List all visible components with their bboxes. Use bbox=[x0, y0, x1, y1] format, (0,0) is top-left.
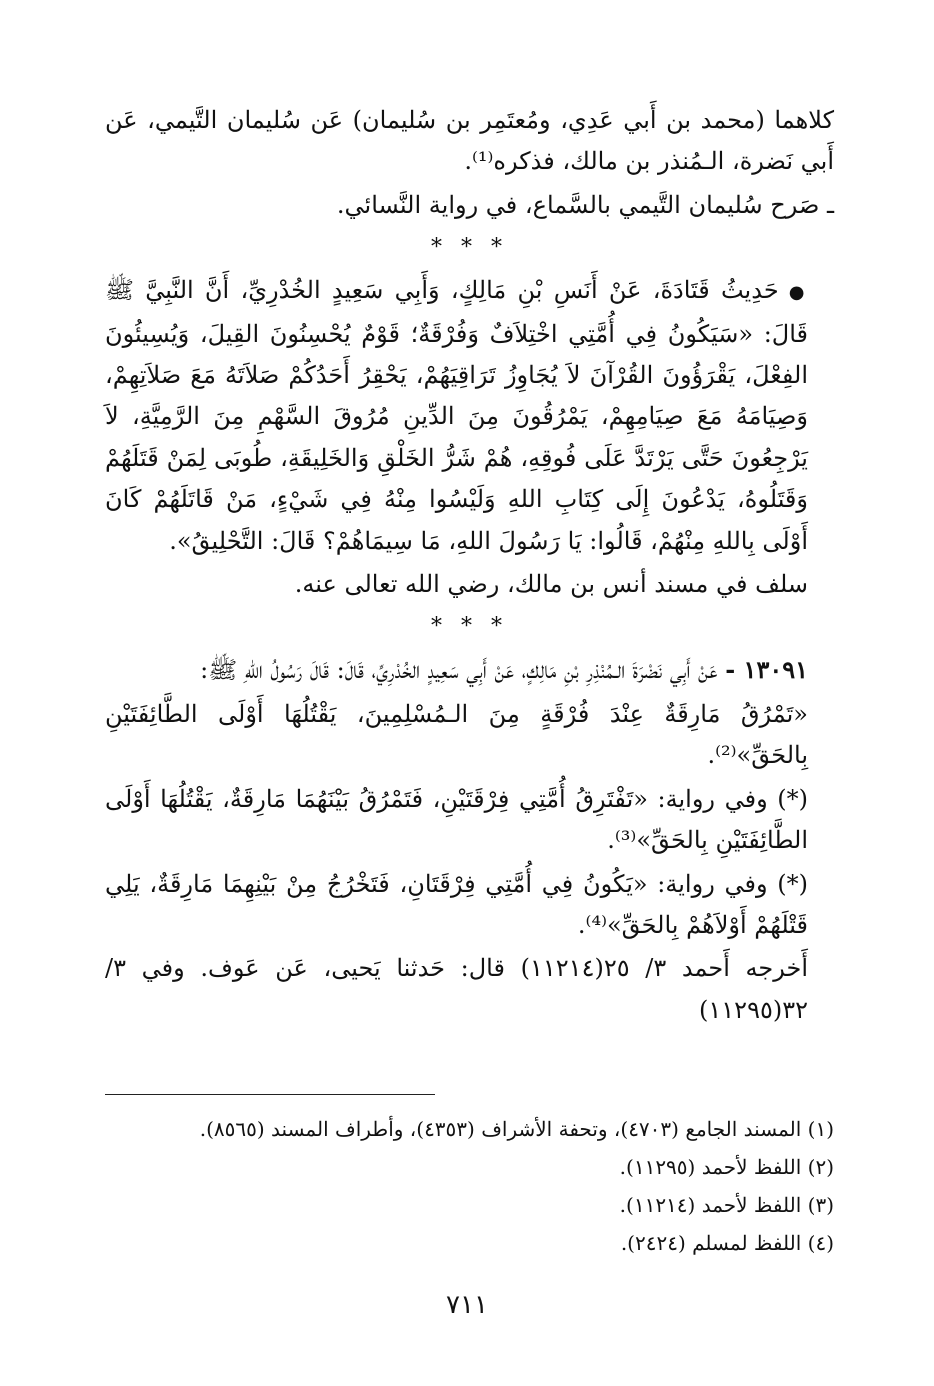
body-paragraph: ـ صَرح سُليمان التَّيمي بالسَّماع، في رواية النَّسائي. bbox=[336, 190, 834, 219]
footnote: (١) المسند الجامع (٤٧٠٣)، وتحفة الأشراف (٤٣٥٣)، وأطراف المسند (٨٥٦٥). bbox=[199, 1117, 834, 1141]
section-divider-stars: * * * bbox=[431, 614, 508, 640]
hadith-paragraph bbox=[105, 649, 834, 691]
body-paragraph: كلاهما (محمد بن أَبي عَدِي، ومُعتَمِر بن سُليمان) عَن سُليمان التَّيمي، عَن أَبي نَضرة، الـمُنذر بن مالك، فذكره⁽¹⁾. bbox=[105, 106, 834, 176]
bullet-text: حَدِيثُ قَتَادَةَ، عَنْ أَنَسِ بْنِ مَالِكٍ، وَأَبِي سَعِيدٍ الخُدْرِيِّ، أَنَّ النَّبِيَّ ﷺ قَالَ: «سَيَكُونُ فِي أُمَّتِي اخْتِلاَفٌ وَفُرْقَةٌ؛ قَوْمٌ يُحْسِنُونَ القِيلَ، وَيُسِيئُونَ الفِعْلَ، يَقْرَؤُونَ القُرْآنَ لاَ يُجَاوِزُ تَرَاقِيَهُمْ، يَحْقِرُ أَحَدُكُمْ صَلاَتَهُ مَعَ صَلاَتِهِمْ، وَصِيَامَهُ مَعَ صِيَامِهِمْ، يَمْرُقُونَ مِنَ الدِّينِ مُرُوقَ السَّهْمِ مِنَ الرَّمِيَّةِ، لاَ يَرْجِعُونَ حَتَّى يَرْتَدَّ عَلَى فُوقِهِ، هُمْ شَرُّ الخَلْقِ وَالخَلِيقَةِ، طُوبَى لِمَنْ قَتَلَهُمْ وَقَتَلُوهُ، يَدْعُونَ إِلَى كِتَابِ اللهِ وَلَيْسُوا مِنْهُ فِي شَيْءٍ، مَنْ قَاتَلَهُمْ كَانَ أَوْلَى بِاللهِ مِنْهُمْ، قَالُوا: يَا رَسُولَ اللهِ، مَا سِيمَاهُمْ؟ قَالَ: التَّحْلِيقُ». bbox=[105, 276, 809, 555]
page-number: ٧١١ bbox=[446, 1290, 488, 1320]
bullet-icon: ● bbox=[788, 282, 809, 304]
hadith-number: ١٣٠٩١ - bbox=[725, 655, 808, 685]
footnote-separator bbox=[105, 1094, 435, 1095]
body-paragraph: سلف في مسند أنس بن مالك، رضي الله تعالى عنه. bbox=[294, 570, 808, 599]
footnote: (٢) اللفظ لأحمد (١١٢٩٥). bbox=[619, 1155, 834, 1179]
body-text bbox=[105, 100, 834, 1031]
bullet-paragraph bbox=[105, 270, 834, 562]
hadith-text: عَنْ أَبِي نَضْرَةَ الـمُنْذِرِ بْنِ مَالِكٍ، عَنْ أَبِي سَعِيدٍ الخُدْرِيِّ، قَالَ: قَالَ رَسُولُ اللهِ ﷺ: bbox=[200, 656, 718, 685]
body-paragraph: (*) وفي رواية: «يَكُونُ فِي أُمَّتِي فِرْقَتَانِ، فَتَخْرُجُ مِنْ بَيْنِهِمَا مَارِقَةٌ، يَلِي قَتْلَهُمْ أَوْلاَهُمْ بِالحَقِّ»⁽⁴⁾. bbox=[105, 869, 808, 939]
footnote: (٣) اللفظ لأحمد (١١٢١٤). bbox=[619, 1193, 834, 1217]
footnote: (٤) اللفظ لمسلم (٢٤٢٤). bbox=[620, 1231, 834, 1255]
body-paragraph: (*) وفي رواية: «تَفْتَرِقُ أُمَّتِي فِرْقَتَيْنِ، فَتَمْرُقُ بَيْنَهُمَا مَارِقَةٌ، يَقْتُلُهَا أَوْلَى الطَّائِفَتَيْنِ بِالحَقِّ»⁽³⁾. bbox=[105, 784, 808, 855]
footnotes bbox=[105, 1110, 834, 1262]
body-paragraph: أَخرجه أَحمد ٣/ ٢٥(١١٢١٤) قال: حَدثنا يَحيى، عَن عَوف. وفي ٣/ ٣٢(١١٢٩٥) bbox=[105, 954, 808, 1024]
body-paragraph: «تَمْرُقُ مَارِقَةٌ عِنْدَ فُرْقَةٍ مِنَ الـمُسْلِمِينَ، يَقْتُلُهَا أَوْلَى الطَّائِفَتَيْنِ بِالحَقِّ»⁽²⁾. bbox=[105, 699, 808, 770]
section-divider-stars: * * * bbox=[431, 235, 508, 261]
